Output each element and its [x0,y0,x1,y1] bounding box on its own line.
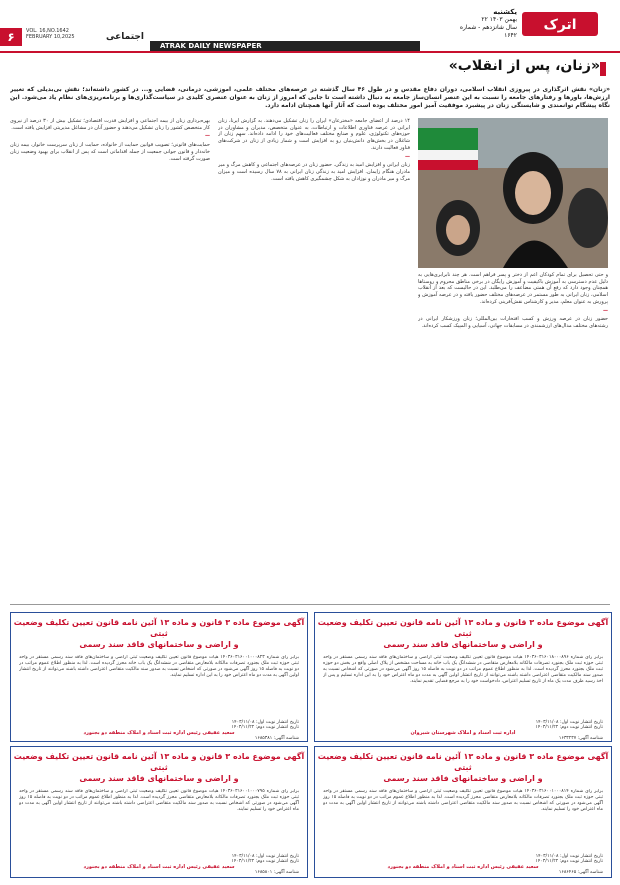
notice-subtitle: و اراضی و ساختمانهای فاقد سند رسمی [383,774,543,783]
column-text: و حتی تحصیل برای تمام کودکان اعم از دختر و پسر فراهم است. هر چند نابرابری‌هایی به دلیل عدم دسترسی به آموزش باکیفیت و آموزش رایگان در برخی مناطق محروم و روستاها همچنان وجود دارد که رفع آن همتی مضاعف را می‌طلبد. این در حالیست که بعد از انقلاب اسلامی، زنان ایرانی به طور مستمر در عرصه‌های مختلف حضور یافته و در عرصه آموزش و پرورش به عنوان معلم، مدیر و کارشناس نقش‌آفرینی کرده‌اند. [418,272,608,305]
article-column-3 [10,118,210,600]
newspaper-logo [520,8,600,40]
notice-footer: سعید عقیقی رئیس اداره ثبت اسناد و املاک منطقه دو بجنورد [83,864,235,870]
column-text: حضور زنان در عرصه ورزش و کسب افتخارات بین‌المللی؛ زنان ورزشکار ایرانی در رشته‌های مختلف مدال‌های ارزشمندی در مسابقات جهانی، آسیایی و المپیک کسب کرده‌اند. [418,316,608,329]
column-text: زنان ایرانی و افزایش امید به زندگی. حضور زنان در عرصه‌های اجتماعی و کاهش مرگ و میر مادران هنگام زایمان. افزایش امید به زندگی زنان ایرانی به ۷۸ سال رسیده است و میزان مرگ و میر مادران و نوزادان به شکل چشمگیری کاهش یافته است. [218,162,410,182]
notice-body: برابر رای شماره ۱۴۰۳۶۰۳۱۶۰۰۱۰۰۰۸۱۴ هیات موضوع قانون تعیین تکلیف وضعیت ثبتی اراضی و ساختمان‌های فاقد سند رسمی مستقر در واحد ثبتی حوزه ثبت ملک بجنورد تصرفات مالکانه بلامعارض متقاضی محرز گردیده است. لذا به منظور اطلاع عموم مراتب در دو نوبت به فاصله ۱۵ روز آگهی می‌شود در صورتی که اشخاص نسبت به صدور سند مالکیت متقاضی اعتراضی داشته باشند می‌توانند از تاریخ انتشار اولین آگهی به مدت دو ماه اعتراض خود را تسلیم نمایند. [323,789,603,812]
article-title: «زنان، پس از انقلاب» [448,58,600,74]
column-text: حمایت‌های قانونی؛ تصویب قوانین حمایت از خانواده، حمایت از زنان سرپرست خانوار، بیمه زنان خانه‌دار و قانون جوانی جمعیت از جمله اقداماتی است که پس از انقلاب برای بهبود وضعیت زنان صورت گرفته است. [10,142,210,162]
column-text: ۱۴ درصد از اعضای جامعه «مخترعان» ایران را زنان تشکیل می‌دهند. به گزارش ایرنا، زنان ایرانی در عرصه فناوری اطلاعات و ارتباطات، به عنوان متخصص، مدیران و مشاوران در حوزه‌های تکنولوژی، علوم و صنایع مختلف فعالیت‌های خود را ادامه داده‌اند. سهم زنان از شاغلان در بخش‌های دانش‌بنیان رو به افزایش است و شمار زیادی از زنان در شرکت‌های فناور فعالیت دارند. [218,118,410,151]
notice-footer: اداره ثبت اسناد و املاک شهرستان شیروان [410,730,516,736]
notice-code: شناسه آگهی: ۱۶۸۶۴۶۵ [558,870,603,875]
notice-date-1: تاریخ انتشار نوبت اول: ۱۴۰۳/۱۱/۰۸ [535,720,603,725]
page-number: ۶ [0,28,22,46]
article-photo [418,118,608,268]
edition-info [26,28,104,46]
date-weekday: یکشنبه [493,8,517,16]
subhead: — [205,133,210,140]
english-banner: ATRAK DAILY NEWSPAPER [150,41,420,51]
notice-subtitle: و اراضی و ساختمانهای فاقد سند رسمی [79,640,239,649]
notice-date-2: تاریخ انتشار نوبت دوم: ۱۴۰۳/۱۱/۲۲ [231,859,299,864]
notice-code: شناسه آگهی: ۱۶۸۵۳۸۱ [254,736,299,741]
notice-date-1: تاریخ انتشار نوبت اول: ۱۴۰۳/۱۱/۰۸ [231,720,299,725]
legal-notice-4 [10,746,308,878]
date-full: ۲۲ بهمن ۱۴۰۳ [481,16,517,23]
title-marker [600,62,606,76]
notice-title: آگهی موضوع ماده ۳ قانون و ماده ۱۳ آئین نامه قانون تعیین تکلیف وضعیت ثبتی [317,618,609,638]
edition-line-1: VOL. 16,NO.1642 [26,28,69,34]
notice-title: آگهی موضوع ماده ۳ قانون و ماده ۱۳ آئین نامه قانون تعیین تکلیف وضعیت ثبتی [13,752,305,772]
header-rule [0,51,620,53]
notice-body: برابر رای شماره ۱۴۰۳۶۰۳۱۶۰۰۱۰۰۰۸۲۳ هیات موضوع قانون تعیین تکلیف وضعیت ثبتی اراضی و ساختمان‌های فاقد سند رسمی مستقر در واحد ثبتی حوزه ثبت ملک بجنورد تصرفات مالکانه بلامعارض متقاضی در ششدانگ یک باب خانه محرز گردیده است. لذا به منظور اطلاع عموم مراتب در دو نوبت به فاصله ۱۵ روز آگهی می‌شود در صورتی که اشخاص نسبت به صدور سند مالکیت متقاضی اعتراضی داشته باشند می‌توانند از تاریخ انتشار اولین آگهی به مدت دو ماه اعتراض خود را به این اداره تسلیم نمایند. [19,655,299,678]
legal-notice-1 [314,612,612,742]
notice-body: برابر رای شماره ۱۴۰۳۶۰۳۱۶۰۰۱۰۰۰۷۹۵ هیات موضوع قانون تعیین تکلیف وضعیت ثبتی اراضی و ساختمان‌های فاقد سند رسمی مستقر در واحد ثبتی حوزه ثبت ملک بجنورد تصرفات مالکانه بلامعارض متقاضی محرز گردیده است. لذا به منظور اطلاع عموم مراتب در دو نوبت به فاصله ۱۵ روز آگهی می‌شود در صورتی که اشخاص نسبت به صدور سند مالکیت متقاضی اعتراضی داشته باشند می‌توانند از تاریخ انتشار اولین آگهی به مدت دو ماه اعتراض خود را تسلیم نمایند. [19,789,299,812]
notice-date-1: تاریخ انتشار نوبت اول: ۱۴۰۳/۱۱/۰۸ [535,854,603,859]
notice-subtitle: و اراضی و ساختمانهای فاقد سند رسمی [383,640,543,649]
notice-date-2: تاریخ انتشار نوبت دوم: ۱۴۰۳/۱۱/۲۲ [535,859,603,864]
notice-code: شناسه آگهی: ۱۶۸۵۸۰۱ [254,870,299,875]
notice-subtitle: و اراضی و ساختمانهای فاقد سند رسمی [79,774,239,783]
notice-date-2: تاریخ انتشار نوبت دوم: ۱۴۰۳/۱۱/۲۲ [231,725,299,730]
notice-date-2: تاریخ انتشار نوبت دوم: ۱۴۰۳/۱۱/۲۲ [535,725,603,730]
notice-footer: سعید عقیقی رئیس اداره ثبت اسناد و املاک منطقه دو بجنورد [83,730,235,736]
notice-code: شناسه آگهی: ۱۶۳۳۲۳۷ [558,736,603,741]
women-rally-photo [418,118,608,268]
article-column-1 [418,272,608,600]
date-box [455,8,517,40]
notice-date-1: تاریخ انتشار نوبت اول: ۱۴۰۳/۱۱/۰۸ [231,854,299,859]
section-title: اجتماعی [106,32,144,42]
notice-title: آگهی موضوع ماده ۳ قانون و ماده ۱۳ آئین نامه قانون تعیین تکلیف وضعیت ثبتی [317,752,609,772]
legal-notice-2 [10,612,308,742]
notice-footer: سعید عقیقی رئیس اداره ثبت اسناد و املاک منطقه دو بجنورد [387,864,539,870]
column-text: بهره‌برداری زنان از بیمه اجتماعی و افزایش قدرت اقتصادی؛ تشکیل بیش از ۳۰ درصد از نیروی کار متخصص کشور را زنان تشکیل می‌دهند و حضور آنان در مشاغل مدیریتی افزایش یافته است. [10,118,210,131]
subhead: — [405,153,410,160]
logo-text: اترک [543,17,577,33]
notice-body: برابر رای شماره ۱۴۰۳۶۰۳۱۶۰۱۸۰۰۰۸۹۶ هیات موضوع قانون تعیین تکلیف وضعیت ثبتی اراضی و ساختمان‌های فاقد سند رسمی مستقر در واحد ثبتی حوزه ثبت ملک بجنورد تصرفات مالکانه بلامعارض متقاضی در ششدانگ یک باب خانه به مساحت مشخص از پلاک اصلی واقع در بخش دو حوزه ثبت ملک بجنورد محرز گردیده است. لذا به منظور اطلاع عموم مراتب در دو نوبت به فاصله ۱۵ روز آگهی می‌شود در صورتی که اشخاص نسبت به صدور سند مالکیت متقاضی اعتراضی داشته باشند می‌توانند از تاریخ انتشار اولین آگهی به مدت دو ماه اعتراض خود را به این اداره تسلیم و پس از اخذ رسید ظرف مدت یک ماه از تاریخ تسلیم اعتراض، دادخواست خود را به مرجع قضایی تقدیم نمایند. [323,655,603,684]
issue-number: سال شانزدهم - شماره ۱۶۴۲ [459,24,517,39]
article-lead: «زنان» نقش اثرگذاری در پیروزی انقلاب اسلامی، دوران دفاع مقدس و در طول ۴۶ سال گذشته در عرصه‌های مختلف علمی، آموزشی، درمانی، قضایی و... در کشور داشته‌اند؛ نقش بی‌بدیلی که تغییر ارزش‌ها، باورها و رفتارهای جامعه را نسبت به این عنصر انسان‌ساز جامعه به دنبال داشته است تا جایی که امروز از زنان به عنوان عنصری کلیدی در سیاست‌گذاری‌ها و برنامه‌ریزی‌های نظام یاد می‌شود. این نگاه پیشگام توانمندی و شایستگی زنان در پیشبرد موفقیت آمیز امور مختلف بوده است که آثار آنها همچنان ادامه دارد. [10,86,610,109]
notice-title: آگهی موضوع ماده ۳ قانون و ماده ۱۳ آئین نامه قانون تعیین تکلیف وضعیت ثبتی [13,618,305,638]
section-divider [10,604,610,605]
edition-line-2: FEBRUARY 10,2025 [26,34,75,40]
article-column-2 [218,118,410,600]
subhead: — [603,307,608,314]
legal-notice-3 [314,746,612,878]
logo-mark-icon [520,8,600,40]
